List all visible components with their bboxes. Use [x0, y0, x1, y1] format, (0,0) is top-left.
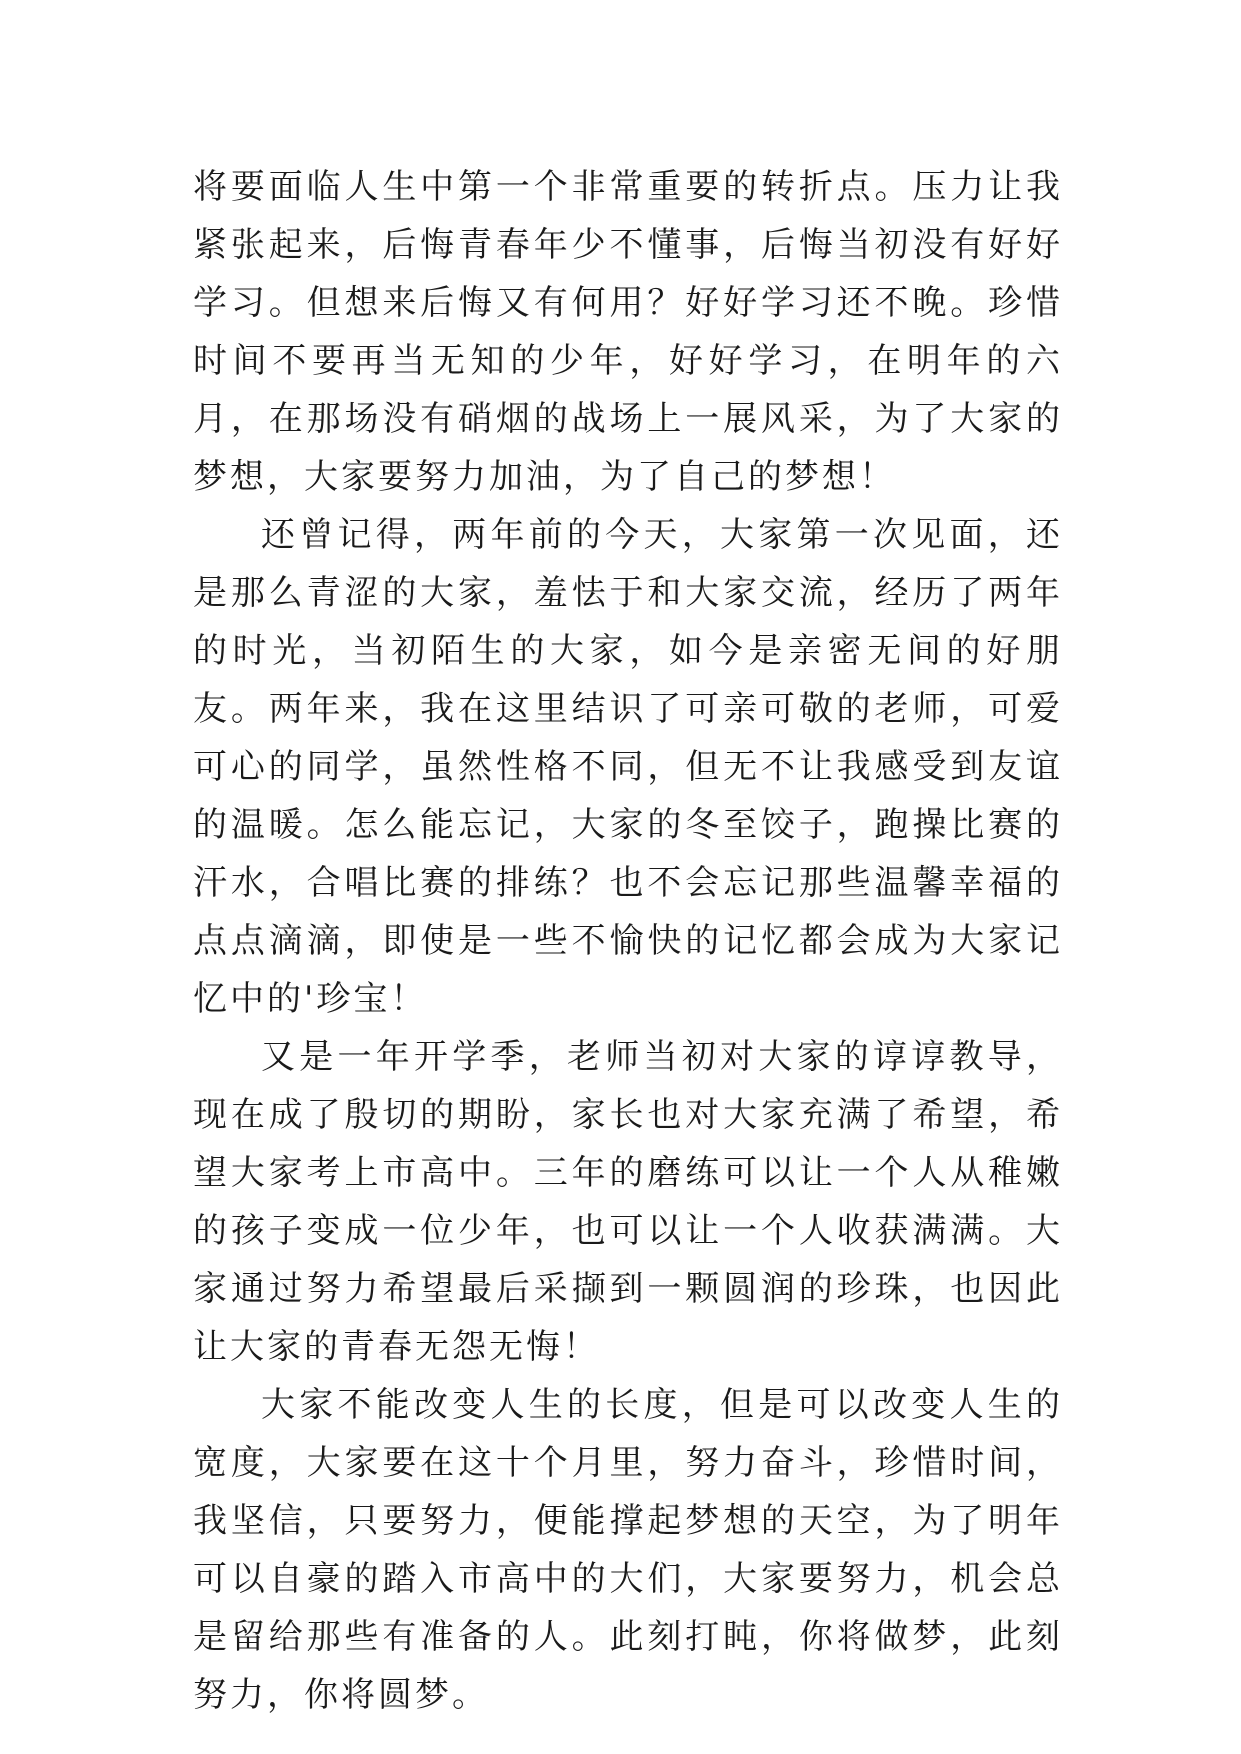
- paragraph-1: 将要面临人生中第一个非常重要的转折点。压力让我紧张起来，后悔青春年少不懂事，后悔当初没有好好学习。但想来后悔又有何用？好好学习还不晚。珍惜时间不要再当无知的少年，好好学习，在明年的六月，在那场没有硝烟的战场上一展风采，为了大家的梦想，大家要努力加油，为了自己的梦想！: [193, 167, 1063, 497]
- document-body: [193, 158, 1063, 1724]
- paragraph-2: 还曾记得，两年前的今天，大家第一次见面，还是那么青涩的大家，羞怯于和大家交流，经历了两年的时光，当初陌生的大家，如今是亲密无间的好朋友。两年来，我在这里结识了可亲可敬的老师，可爱可心的同学，虽然性格不同，但无不让我感受到友谊的温暖。怎么能忘记，大家的冬至饺子，跑操比赛的汗水，合唱比赛的排练？也不会忘记那些温馨幸福的点点滴滴，即使是一些不愉快的记忆都会成为大家记忆中的'珍宝！: [193, 515, 1063, 1019]
- paragraph-4: 大家不能改变人生的长度，但是可以改变人生的宽度，大家要在这十个月里，努力奋斗，珍惜时间，我坚信，只要努力，便能撑起梦想的天空，为了明年可以自豪的踏入市高中的大们，大家要努力，机会总是留给那些有准备的人。此刻打盹，你将做梦，此刻努力，你将圆梦。: [193, 1385, 1063, 1715]
- paragraph-3: 又是一年开学季，老师当初对大家的谆谆教导，现在成了殷切的期盼，家长也对大家充满了希望，希望大家考上市高中。三年的磨练可以让一个人从稚嫩的孩子变成一位少年，也可以让一个人收获满满。大家通过努力希望最后采撷到一颗圆润的珍珠，也因此让大家的青春无怨无悔！: [193, 1037, 1063, 1367]
